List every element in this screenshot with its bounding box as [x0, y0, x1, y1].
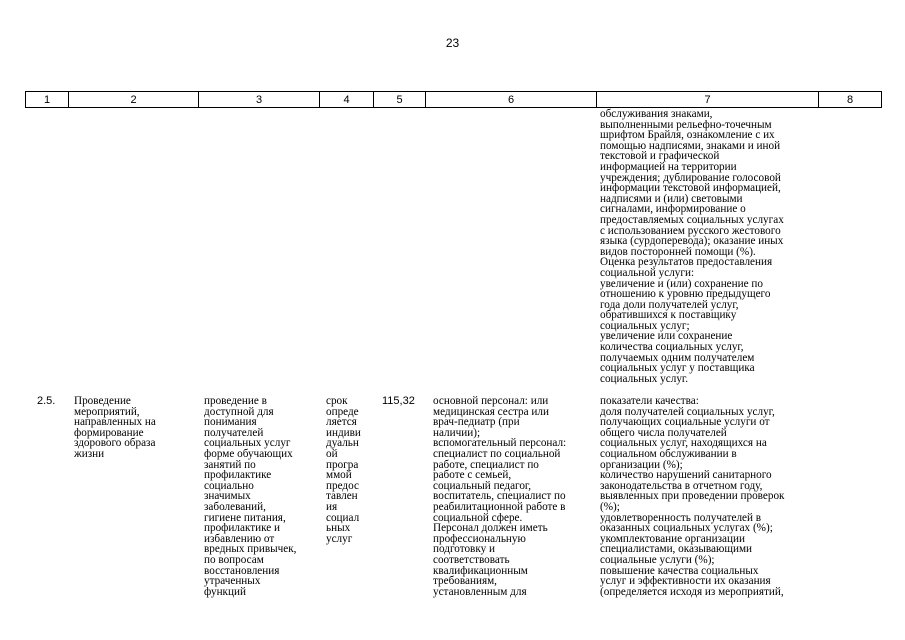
- column-header-4: 4: [320, 92, 374, 108]
- row-number: 2.5.: [37, 395, 56, 407]
- page-number: 23: [445, 36, 460, 50]
- column-header-5: 5: [374, 92, 426, 108]
- column-header-8: 8: [819, 92, 882, 108]
- service-description: проведение в доступной для понимания получателей социальных услуг форме обучающих занятий по профилактике социально значимых заболеваний, гигиене питания, профилактике и избавлению от вредных привычек, по вопросам восстановления утраченных функций: [204, 395, 297, 598]
- column-header-7: 7: [597, 92, 819, 108]
- service-term: срок опреде ляется индиви дуальн ой програ ммой предос тавлен ия социал ьных услуг: [326, 395, 361, 545]
- service-tariff: 115,32: [382, 395, 415, 407]
- column-header-3: 3: [199, 92, 320, 108]
- service-name: Проведение мероприятий, направленных на формирование здорового образа жизни: [74, 395, 156, 460]
- column-header-1: 1: [26, 92, 69, 108]
- personnel-requirements: основной персонал: или медицинская сестра или врач-педиатр (при наличии); вспомогательный персонал: специалист по социальной работе, специалист по работе с семьей, социальный педагог, воспитатель, специалист по реабилитационной работе в социальной сфере. Персонал должен иметь профессиональную подготовку и соответствовать квалификационным требованиям, установленным для: [433, 395, 567, 598]
- quality-indicators: показатели качества: доля получателей социальных услуг, получающих социальные услуги от общего числа получателей социальных услуг, находящихся на социальном обслуживании в организации (%); количество нарушений санитарного законодательства в отчетном году, выявленных при проведении проверок (%); удовлетворенность получателей в оказанных социальных услугах (%); укомплектование организации специалистами, оказывающими социальные услуги (%); повышение качества социальных услуг и эффективности их оказания (определяется исходя из мероприятий,: [600, 395, 785, 598]
- column-header-row: [25, 91, 882, 108]
- continued-quality-indicators: обслуживания знаками, выполненными рельефно-точечным шрифтом Брайля, ознакомление с их помощью надписями, знаками и иной текстовой и графической информацией на территории учреждения; дублирование голосовой информации текстовой информацией, надписями и (или) световыми сигналами, информирование о предоставляемых социальных услугах с использованием русского жестового языка (сурдоперевода); оказание иных видов посторонней помощи (%). Оценка результатов предоставления социальной услуги: увеличение и (или) сохранение по отношению к уровню предыдущего года доли получателей услуг, обратившихся к поставщику социальных услуг; увеличение или сохранение количества социальных услуг, получаемых одним получателем социальных услуг у поставщика социальных услуг.: [600, 108, 784, 385]
- column-header-2: 2: [69, 92, 199, 108]
- column-header-6: 6: [426, 92, 597, 108]
